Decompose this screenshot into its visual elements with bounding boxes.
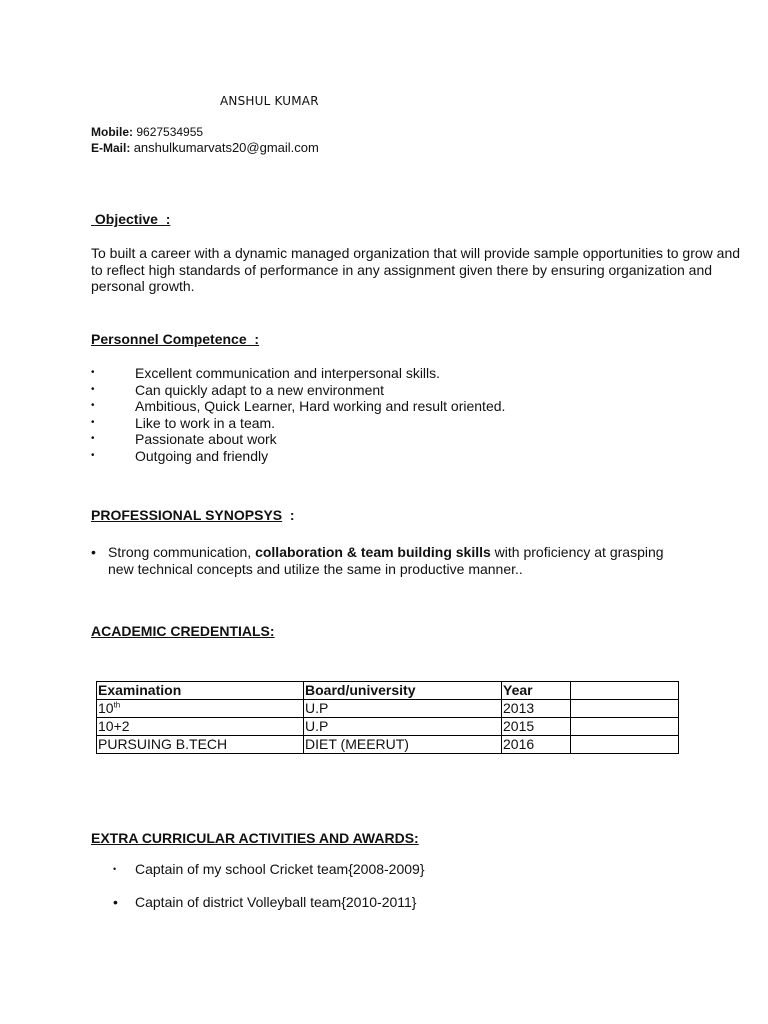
list-item-text: Passionate about work — [135, 431, 277, 447]
list-item — [113, 894, 673, 910]
synopsis-bold-text: collaboration & team building skills — [255, 544, 491, 560]
exam-text: PURSUING B.TECH — [98, 736, 228, 752]
competence-heading-text: Personnel Competence — [91, 331, 247, 347]
list-item-text: Captain of my school Cricket team{2008-2009} — [135, 861, 425, 877]
list-item-text: Outgoing and friendly — [135, 447, 269, 464]
exam-superscript: th — [113, 700, 121, 710]
column-header: Board/university — [304, 682, 502, 700]
year-cell: 2015 — [502, 718, 571, 736]
objective-heading — [91, 211, 170, 227]
extra-cell — [571, 736, 679, 754]
competence-list — [91, 365, 691, 464]
list-item-text: Excellent communication and interpersonal skills. — [135, 365, 441, 381]
synopsis-text: Strong communication, — [108, 544, 256, 560]
objective-colon: : — [165, 211, 171, 227]
table-row — [97, 718, 679, 736]
mobile-label: Mobile: — [91, 125, 133, 139]
bullet-icon: • — [91, 449, 95, 461]
bullet-icon: • — [91, 544, 96, 560]
email-label: E-Mail: — [91, 141, 131, 155]
academic-heading: ACADEMIC CREDENTIALS: — [91, 623, 275, 639]
objective-heading-text: Objective — [94, 211, 158, 227]
year-cell: 2013 — [502, 700, 571, 718]
board-cell: U.P — [304, 718, 502, 736]
list-item-text: Captain of district Volleyball team{2010-2011} — [135, 894, 417, 910]
board-cell: DIET (MEERUT) — [304, 736, 502, 754]
list-item — [91, 448, 691, 465]
list-item — [91, 365, 691, 382]
exam-text: 10 — [98, 700, 114, 716]
extra-cell — [571, 718, 679, 736]
exam-text: 10+2 — [98, 718, 130, 734]
mobile-number: 9627534955 — [136, 125, 204, 139]
mobile-line — [91, 125, 319, 140]
year-cell: 2016 — [502, 736, 571, 754]
competence-colon: : — [254, 331, 260, 347]
contact-block — [91, 125, 319, 156]
extra-heading: EXTRA CURRICULAR ACTIVITIES AND AWARDS: — [91, 830, 419, 846]
table-header-row — [97, 682, 679, 700]
list-item-text: Like to work in a team. — [135, 414, 276, 431]
bullet-icon: • — [91, 383, 95, 395]
objective-text: To built a career with a dynamic managed organization that will provide sample opportunities to grow and to reflect high standards of performance in any assignment given there by ensuring organization and personal growth. — [91, 245, 741, 294]
exam-cell — [97, 718, 304, 736]
synopsis-text-line2: new technical concepts and utilize the same in productive manner.. — [108, 561, 523, 577]
list-item — [91, 431, 691, 448]
list-item-text: Ambitious, Quick Learner, Hard working and result oriented. — [135, 398, 506, 414]
exam-cell — [97, 700, 304, 718]
bullet-icon: • — [113, 864, 117, 874]
exam-cell — [97, 736, 304, 754]
table-row — [97, 736, 679, 754]
table-row — [97, 700, 679, 718]
list-item — [91, 398, 691, 415]
bullet-icon: • — [91, 400, 95, 411]
list-item — [113, 861, 673, 877]
synopsis-item — [91, 544, 711, 578]
extra-list — [113, 861, 673, 910]
competence-heading — [91, 331, 259, 347]
synopsis-text-after: with proficiency at grasping — [490, 544, 664, 560]
list-item-text: Can quickly adapt to a new environment — [135, 381, 385, 398]
synopsis-heading-text: PROFESSIONAL SYNOPSYS — [91, 507, 283, 523]
bullet-icon: • — [91, 433, 95, 444]
extra-cell — [571, 700, 679, 718]
academic-table — [96, 681, 679, 754]
synopsis-heading — [91, 507, 295, 523]
bullet-icon: • — [113, 894, 118, 910]
email-line — [91, 140, 319, 156]
column-header: Examination — [97, 682, 304, 700]
board-cell: U.P — [304, 700, 502, 718]
bullet-icon: • — [91, 416, 95, 428]
column-header — [571, 682, 679, 700]
synopsis-colon: : — [289, 507, 295, 523]
column-header: Year — [502, 682, 571, 700]
candidate-name: ANSHUL KUMAR — [220, 94, 319, 108]
list-item — [91, 382, 691, 399]
list-item — [91, 415, 691, 432]
bullet-icon: • — [91, 367, 95, 378]
email-address: anshulkumarvats20@gmail.com — [133, 140, 319, 155]
